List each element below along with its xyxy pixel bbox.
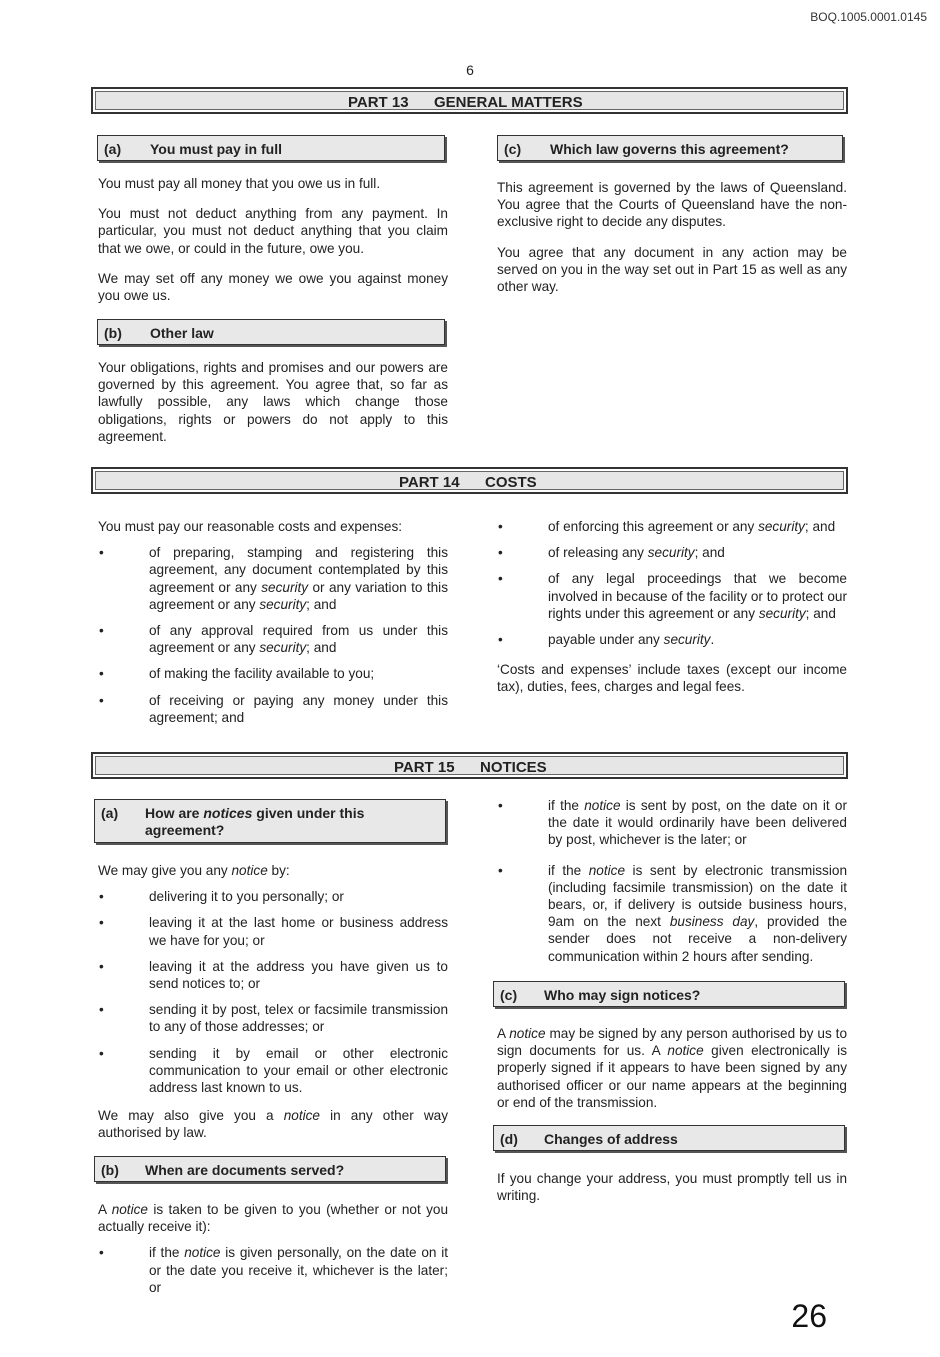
footer-page-number: 26 (791, 1298, 827, 1334)
bullet: • (498, 632, 503, 648)
section-15a-body (98, 862, 448, 1155)
bullet: • (99, 915, 104, 931)
bullet: • (498, 798, 503, 813)
list-item: • leaving it at the address you have given us to send notices to; or (99, 958, 448, 992)
part-13-number: PART 13 (348, 94, 409, 111)
paragraph: We may set off any money we owe you against money you owe us. (98, 270, 448, 304)
section-15a-heading (94, 799, 446, 843)
section-15b-heading (94, 1156, 446, 1182)
paragraph: If you change your address, you must promptly tell us in writing. (497, 1171, 847, 1204)
paragraph: You must pay our reasonable costs and expenses: (98, 519, 403, 534)
bullet: • (498, 862, 503, 878)
paragraph: Your obligations, rights and promises and our powers are governed by this agreement. You agree that, so far as lawfully possible, any laws which change those obligations, rights or powers do not apply to this agreement. (98, 360, 448, 444)
list-item: • if the notice is sent by post, on the date on it or the date it would ordinarily have been delivered by post, whichever is the later; or (498, 798, 847, 848)
paragraph: You agree that any document in any action may be served on you in the way set out in Part 15 as well as any other way. (497, 244, 847, 295)
section-13b-heading (97, 319, 445, 345)
list-item: • of receiving or paying any money under this agreement; and (99, 692, 448, 725)
bullet: • (99, 958, 104, 974)
section-letter: (b) (104, 325, 122, 341)
section-13c-heading (497, 135, 843, 161)
document-reference: BOQ.1005.0001.0145 (810, 10, 927, 24)
list-item: • sending it by email or other electronic communication to your email or other electronic address last known to us. (99, 1045, 448, 1096)
list-item: • payable under any security. (498, 632, 715, 648)
paragraph: A notice is taken to be given to you (whether or not you actually receive it): (98, 1202, 448, 1235)
list-item: • of preparing, stamping and registering this agreement, any document contemplated by this agreement or any security or any variation to this agreement or any security; and (99, 545, 449, 612)
section-15b-continued (497, 797, 847, 974)
section-title: How are notices given under this agreement? (145, 805, 365, 838)
paragraph: You must pay all money that you owe us in full. (98, 176, 381, 191)
paragraph: We may also give you a notice in any other way authorised by law. (98, 1108, 449, 1141)
part-14-left-column (98, 518, 448, 735)
part-15-header (91, 752, 848, 779)
list-item: • if the notice is sent by electronic transmission (including facsimile transmission) on the date it bears, or, if delivery is outside business hours, 9am on the next business day, provided the sender does not receive a non-delivery communication within 2 hours after sending. (498, 862, 848, 964)
paragraph: You must not deduct anything from any payment. In particular, you must not deduct anything that you claim that we owe, or could in the future, owe you. (98, 206, 448, 256)
list-item: • of releasing any security; and (498, 545, 725, 561)
list-item: • delivering it to you personally; or (99, 889, 344, 905)
bullet: • (498, 519, 503, 534)
bullet: • (99, 666, 104, 682)
section-letter: (c) (504, 141, 522, 157)
paragraph: A notice may be signed by any person authorised by us to sign documents for us. A notice given electronically is properly signed if it appears to have been signed by any authorised officer or our name appears at the beginning or end of the transmission. (497, 1026, 848, 1110)
section-13c-body (497, 179, 847, 308)
part-14-header (91, 467, 848, 494)
part-14-right-column (497, 518, 847, 709)
section-title: You must pay in full (150, 141, 282, 157)
page-number: 6 (466, 62, 474, 78)
bullet: • (99, 692, 104, 708)
section-13b-body (98, 359, 448, 458)
bullet: • (99, 1045, 104, 1061)
section-letter: (a) (104, 141, 122, 157)
section-15d-body (497, 1170, 847, 1217)
section-title: Changes of address (544, 1131, 678, 1147)
bullet: • (99, 1245, 104, 1261)
part-15-number: PART 15 (394, 759, 455, 776)
list-item: • of enforcing this agreement or any security; and (498, 519, 836, 534)
part-13-title: GENERAL MATTERS (434, 94, 583, 111)
bullet: • (99, 889, 104, 905)
part-14-number: PART 14 (399, 474, 460, 491)
section-title: Which law governs this agreement? (550, 141, 789, 157)
list-item: • of any approval required from us under this agreement or any security; and (99, 623, 448, 656)
bullet: • (498, 571, 503, 587)
section-13a-body (98, 175, 448, 317)
list-item: • of any legal proceedings that we become involved in because of the facility or to protect our rights under this agreement or any security; and (498, 571, 847, 621)
section-15c-body (497, 1025, 847, 1124)
bullet: • (99, 545, 104, 561)
paragraph: This agreement is governed by the laws of Queensland. You agree that the Courts of Queensland have the non-exclusive right to decide any disputes. (497, 180, 847, 230)
paragraph: We may give you any notice by: (98, 863, 290, 878)
section-title: Who may sign notices? (544, 987, 701, 1003)
paragraph: ‘Costs and expenses’ include taxes (except our income tax), duties, fees, charges and legal fees. (497, 662, 847, 695)
list-item: • of making the facility available to you; (99, 666, 375, 682)
section-letter: (d) (500, 1131, 518, 1147)
list-item: • sending it by post, telex or facsimile transmission to any of those addresses; or (99, 1002, 448, 1035)
section-15b-body (98, 1201, 448, 1305)
part-14-title: COSTS (485, 474, 537, 491)
section-title: Other law (150, 325, 214, 341)
section-15d-heading (493, 1125, 845, 1151)
bullet: • (498, 545, 503, 561)
bullet: • (99, 1002, 104, 1018)
list-item: • leaving it at the last home or business address we have for you; or (99, 915, 448, 948)
section-letter: (a) (101, 805, 119, 821)
section-15c-heading (493, 981, 845, 1007)
section-letter: (b) (101, 1162, 119, 1178)
section-13a-heading (97, 135, 445, 161)
part-13-header (91, 87, 848, 114)
list-item: • if the notice is given personally, on the date on it or the date you receive it, whichever is the later; or (99, 1245, 449, 1295)
part-15-title: NOTICES (480, 759, 547, 776)
section-title: When are documents served? (145, 1162, 345, 1178)
bullet: • (99, 623, 104, 639)
section-letter: (c) (500, 987, 518, 1003)
